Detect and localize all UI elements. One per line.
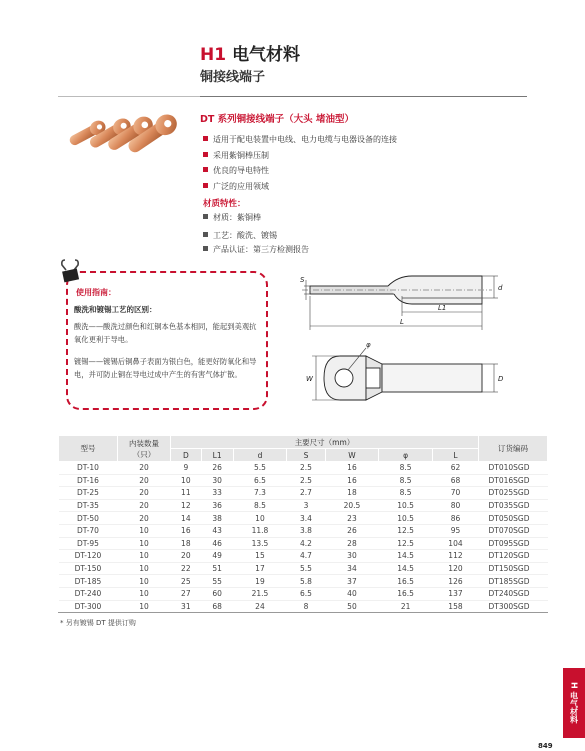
table-cell: 10.5	[379, 512, 433, 525]
list-item: 适用于配电装置中电线、电力电缆与电器设备的连接	[203, 132, 397, 148]
table-cell: 95	[432, 524, 478, 537]
table-row	[59, 474, 548, 487]
table-cell: 20.5	[325, 499, 379, 512]
table-cell: 7.3	[233, 487, 287, 500]
header-divider-left	[58, 96, 200, 97]
table-cell: 21	[379, 600, 433, 613]
list-item: 工艺：酸洗、镀锡	[203, 229, 309, 243]
table-cell: 26	[201, 462, 233, 475]
table-cell: DT-185	[59, 575, 118, 588]
dim-label-l1: L1	[438, 304, 447, 312]
bullet-icon	[203, 167, 208, 172]
page-title	[200, 40, 300, 65]
table-cell: 24	[233, 600, 287, 613]
table-cell: 120	[432, 562, 478, 575]
table-cell: 37	[325, 575, 379, 588]
table-cell: 22	[171, 562, 202, 575]
header-divider	[200, 96, 527, 97]
col-header-dim: φ	[379, 449, 433, 462]
table-cell: 4.2	[287, 537, 325, 550]
table-cell: 2.5	[287, 474, 325, 487]
dim-label-phi: φ	[366, 341, 371, 349]
table-cell: DT025SGD	[479, 487, 548, 500]
table-row	[59, 524, 548, 537]
table-cell: 23	[325, 512, 379, 525]
table-cell: 27	[171, 587, 202, 600]
table-cell: 30	[325, 550, 379, 563]
list-item: 广泛的应用领域	[203, 179, 397, 195]
col-header-dim: L1	[201, 449, 233, 462]
table-cell: 20	[118, 487, 171, 500]
table-cell: 18	[325, 487, 379, 500]
table-cell: 3.4	[287, 512, 325, 525]
col-header-dim: L	[432, 449, 478, 462]
table-cell: 112	[432, 550, 478, 563]
usage-difference-title: 酸洗和镀锡工艺的区别：	[74, 305, 157, 314]
table-cell: 9	[171, 462, 202, 475]
table-cell: 68	[432, 474, 478, 487]
table-cell: 16	[325, 474, 379, 487]
list-item: 产品认证：第三方检测报告	[203, 243, 309, 257]
usage-title: 使用指南：	[76, 288, 116, 297]
table-cell: 51	[201, 562, 233, 575]
table-cell: DT-50	[59, 512, 118, 525]
table-cell: DT185SGD	[479, 575, 548, 588]
table-cell: 68	[201, 600, 233, 613]
table-cell: DT-95	[59, 537, 118, 550]
col-header-dims: 主要尺寸（mm）	[171, 436, 479, 449]
table-cell: 10	[171, 474, 202, 487]
side-tab-label: H 电气材料	[569, 682, 579, 724]
product-title: DT 系列铜接线端子（大头 堵油型）	[200, 114, 354, 125]
table-cell: 12.5	[379, 524, 433, 537]
col-header-model: 型号	[59, 436, 118, 462]
table-cell: 16	[325, 462, 379, 475]
table-cell: 10	[118, 587, 171, 600]
table-cell: 20	[118, 512, 171, 525]
table-cell: DT016SGD	[479, 474, 548, 487]
table-cell: 55	[201, 575, 233, 588]
section-title: 电气材料	[232, 45, 301, 65]
table-row	[59, 512, 548, 525]
dim-label-w: W	[306, 375, 313, 383]
list-item: 优良的导电特性	[203, 163, 397, 179]
table-cell: 38	[201, 512, 233, 525]
table-cell: 26	[325, 524, 379, 537]
table-cell: 8.5	[379, 474, 433, 487]
table-cell: DT-25	[59, 487, 118, 500]
table-row	[59, 499, 548, 512]
table-row	[59, 487, 548, 500]
table-cell: 17	[233, 562, 287, 575]
table-cell: 3	[287, 499, 325, 512]
side-view-drawing	[296, 268, 526, 334]
table-cell: DT120SGD	[479, 550, 548, 563]
table-cell: 10	[118, 524, 171, 537]
spec-table	[58, 435, 548, 613]
table-cell: 2.7	[287, 487, 325, 500]
table-cell: DT-120	[59, 550, 118, 563]
table-cell: DT-70	[59, 524, 118, 537]
table-cell: 3.8	[287, 524, 325, 537]
col-header-dim: W	[325, 449, 379, 462]
footnote: * 另有镀锡 DT 提供订购	[60, 619, 136, 627]
table-cell: 12	[171, 499, 202, 512]
table-cell: 33	[201, 487, 233, 500]
table-row	[59, 562, 548, 575]
tinning-text: 镀锡——镀锡后铜鼻子表面为银白色，能更好防氧化和导电，并可防止铜在导电过成中产生的有害气体扩散。	[74, 357, 257, 379]
table-cell: 50	[325, 600, 379, 613]
col-header-dim: D	[171, 449, 202, 462]
table-cell: 30	[201, 474, 233, 487]
bullet-icon	[203, 136, 208, 141]
copper-lugs-photo	[62, 108, 180, 170]
table-cell: 8.5	[233, 499, 287, 512]
table-row	[59, 462, 548, 475]
binder-clip-icon	[60, 258, 84, 284]
table-cell: 46	[201, 537, 233, 550]
table-cell: 4.7	[287, 550, 325, 563]
table-cell: 20	[118, 462, 171, 475]
feature-list	[203, 132, 397, 194]
bullet-icon	[203, 183, 208, 188]
table-cell: 11	[171, 487, 202, 500]
table-cell: 43	[201, 524, 233, 537]
bullet-icon	[203, 232, 208, 237]
table-cell: 6.5	[287, 587, 325, 600]
top-view-drawing	[296, 338, 526, 410]
col-header-dim: d	[233, 449, 287, 462]
table-cell: DT010SGD	[479, 462, 548, 475]
table-cell: 10	[118, 550, 171, 563]
section-code: H1	[200, 45, 227, 65]
table-cell: 8.5	[379, 487, 433, 500]
table-cell: DT-16	[59, 474, 118, 487]
dim-label-d: d	[498, 284, 503, 292]
table-cell: DT050SGD	[479, 512, 548, 525]
table-cell: 10	[118, 537, 171, 550]
table-cell: 10.5	[379, 499, 433, 512]
table-cell: 16.5	[379, 587, 433, 600]
table-cell: DT035SGD	[479, 499, 548, 512]
list-item: 材质：紫铜棒	[203, 211, 309, 225]
dim-label-s: S	[300, 276, 305, 284]
table-cell: 34	[325, 562, 379, 575]
table-cell: 70	[432, 487, 478, 500]
table-cell: 36	[201, 499, 233, 512]
table-cell: 10	[118, 562, 171, 575]
table-cell: 25	[171, 575, 202, 588]
table-cell: DT150SGD	[479, 562, 548, 575]
table-cell: DT-10	[59, 462, 118, 475]
table-cell: 86	[432, 512, 478, 525]
table-cell: 8	[287, 600, 325, 613]
bullet-icon	[203, 246, 208, 251]
table-cell: 2.5	[287, 462, 325, 475]
table-cell: 6.5	[233, 474, 287, 487]
table-cell: 60	[201, 587, 233, 600]
table-cell: 21.5	[233, 587, 287, 600]
table-row	[59, 537, 548, 550]
table-bottom-rule	[58, 612, 548, 613]
table-cell: 14.5	[379, 550, 433, 563]
col-header-pack-qty: 内装数量 （只）	[118, 436, 171, 462]
table-cell: 16	[171, 524, 202, 537]
table-row	[59, 575, 548, 588]
bullet-icon	[203, 152, 208, 157]
col-header-order: 订货编码	[479, 436, 548, 462]
page-subtitle: 铜接线端子	[200, 70, 266, 85]
table-cell: 14.5	[379, 562, 433, 575]
table-cell: DT-35	[59, 499, 118, 512]
table-cell: 28	[325, 537, 379, 550]
table-cell: 80	[432, 499, 478, 512]
table-cell: 15	[233, 550, 287, 563]
table-cell: 20	[171, 550, 202, 563]
table-cell: 62	[432, 462, 478, 475]
table-cell: DT240SGD	[479, 587, 548, 600]
page-number: 849	[538, 742, 553, 750]
table-cell: 137	[432, 587, 478, 600]
table-cell: 10	[118, 575, 171, 588]
col-header-dim: S	[287, 449, 325, 462]
table-cell: 104	[432, 537, 478, 550]
table-cell: 8.5	[379, 462, 433, 475]
table-cell: 158	[432, 600, 478, 613]
dim-label-l: L	[400, 318, 404, 326]
table-cell: DT095SGD	[479, 537, 548, 550]
material-list	[203, 211, 309, 257]
table-row	[59, 600, 548, 613]
table-cell: 49	[201, 550, 233, 563]
table-cell: 10	[118, 600, 171, 613]
table-cell: 5.5	[287, 562, 325, 575]
list-item: 采用紫铜棒压制	[203, 148, 397, 164]
table-cell: DT070SGD	[479, 524, 548, 537]
table-row	[59, 587, 548, 600]
table-row	[59, 550, 548, 563]
table-cell: DT-240	[59, 587, 118, 600]
material-title: 材质特性：	[203, 199, 246, 209]
table-cell: 16.5	[379, 575, 433, 588]
table-cell: 5.8	[287, 575, 325, 588]
table-cell: 40	[325, 587, 379, 600]
table-cell: 126	[432, 575, 478, 588]
bullet-icon	[203, 214, 208, 219]
table-cell: 5.5	[233, 462, 287, 475]
table-cell: 13.5	[233, 537, 287, 550]
table-cell: DT-300	[59, 600, 118, 613]
table-cell: 12.5	[379, 537, 433, 550]
table-cell: 14	[171, 512, 202, 525]
table-cell: 20	[118, 499, 171, 512]
table-cell: DT300SGD	[479, 600, 548, 613]
table-cell: 31	[171, 600, 202, 613]
table-cell: DT-150	[59, 562, 118, 575]
table-cell: 11.8	[233, 524, 287, 537]
pickling-text: 酸洗——酸洗过颜色和红铜本色基本相同，能起到美观抗氧化更利于导电。	[74, 322, 257, 344]
table-cell: 19	[233, 575, 287, 588]
table-cell: 10	[233, 512, 287, 525]
table-cell: 20	[118, 474, 171, 487]
dim-label-d-outer: D	[498, 375, 504, 383]
table-cell: 18	[171, 537, 202, 550]
